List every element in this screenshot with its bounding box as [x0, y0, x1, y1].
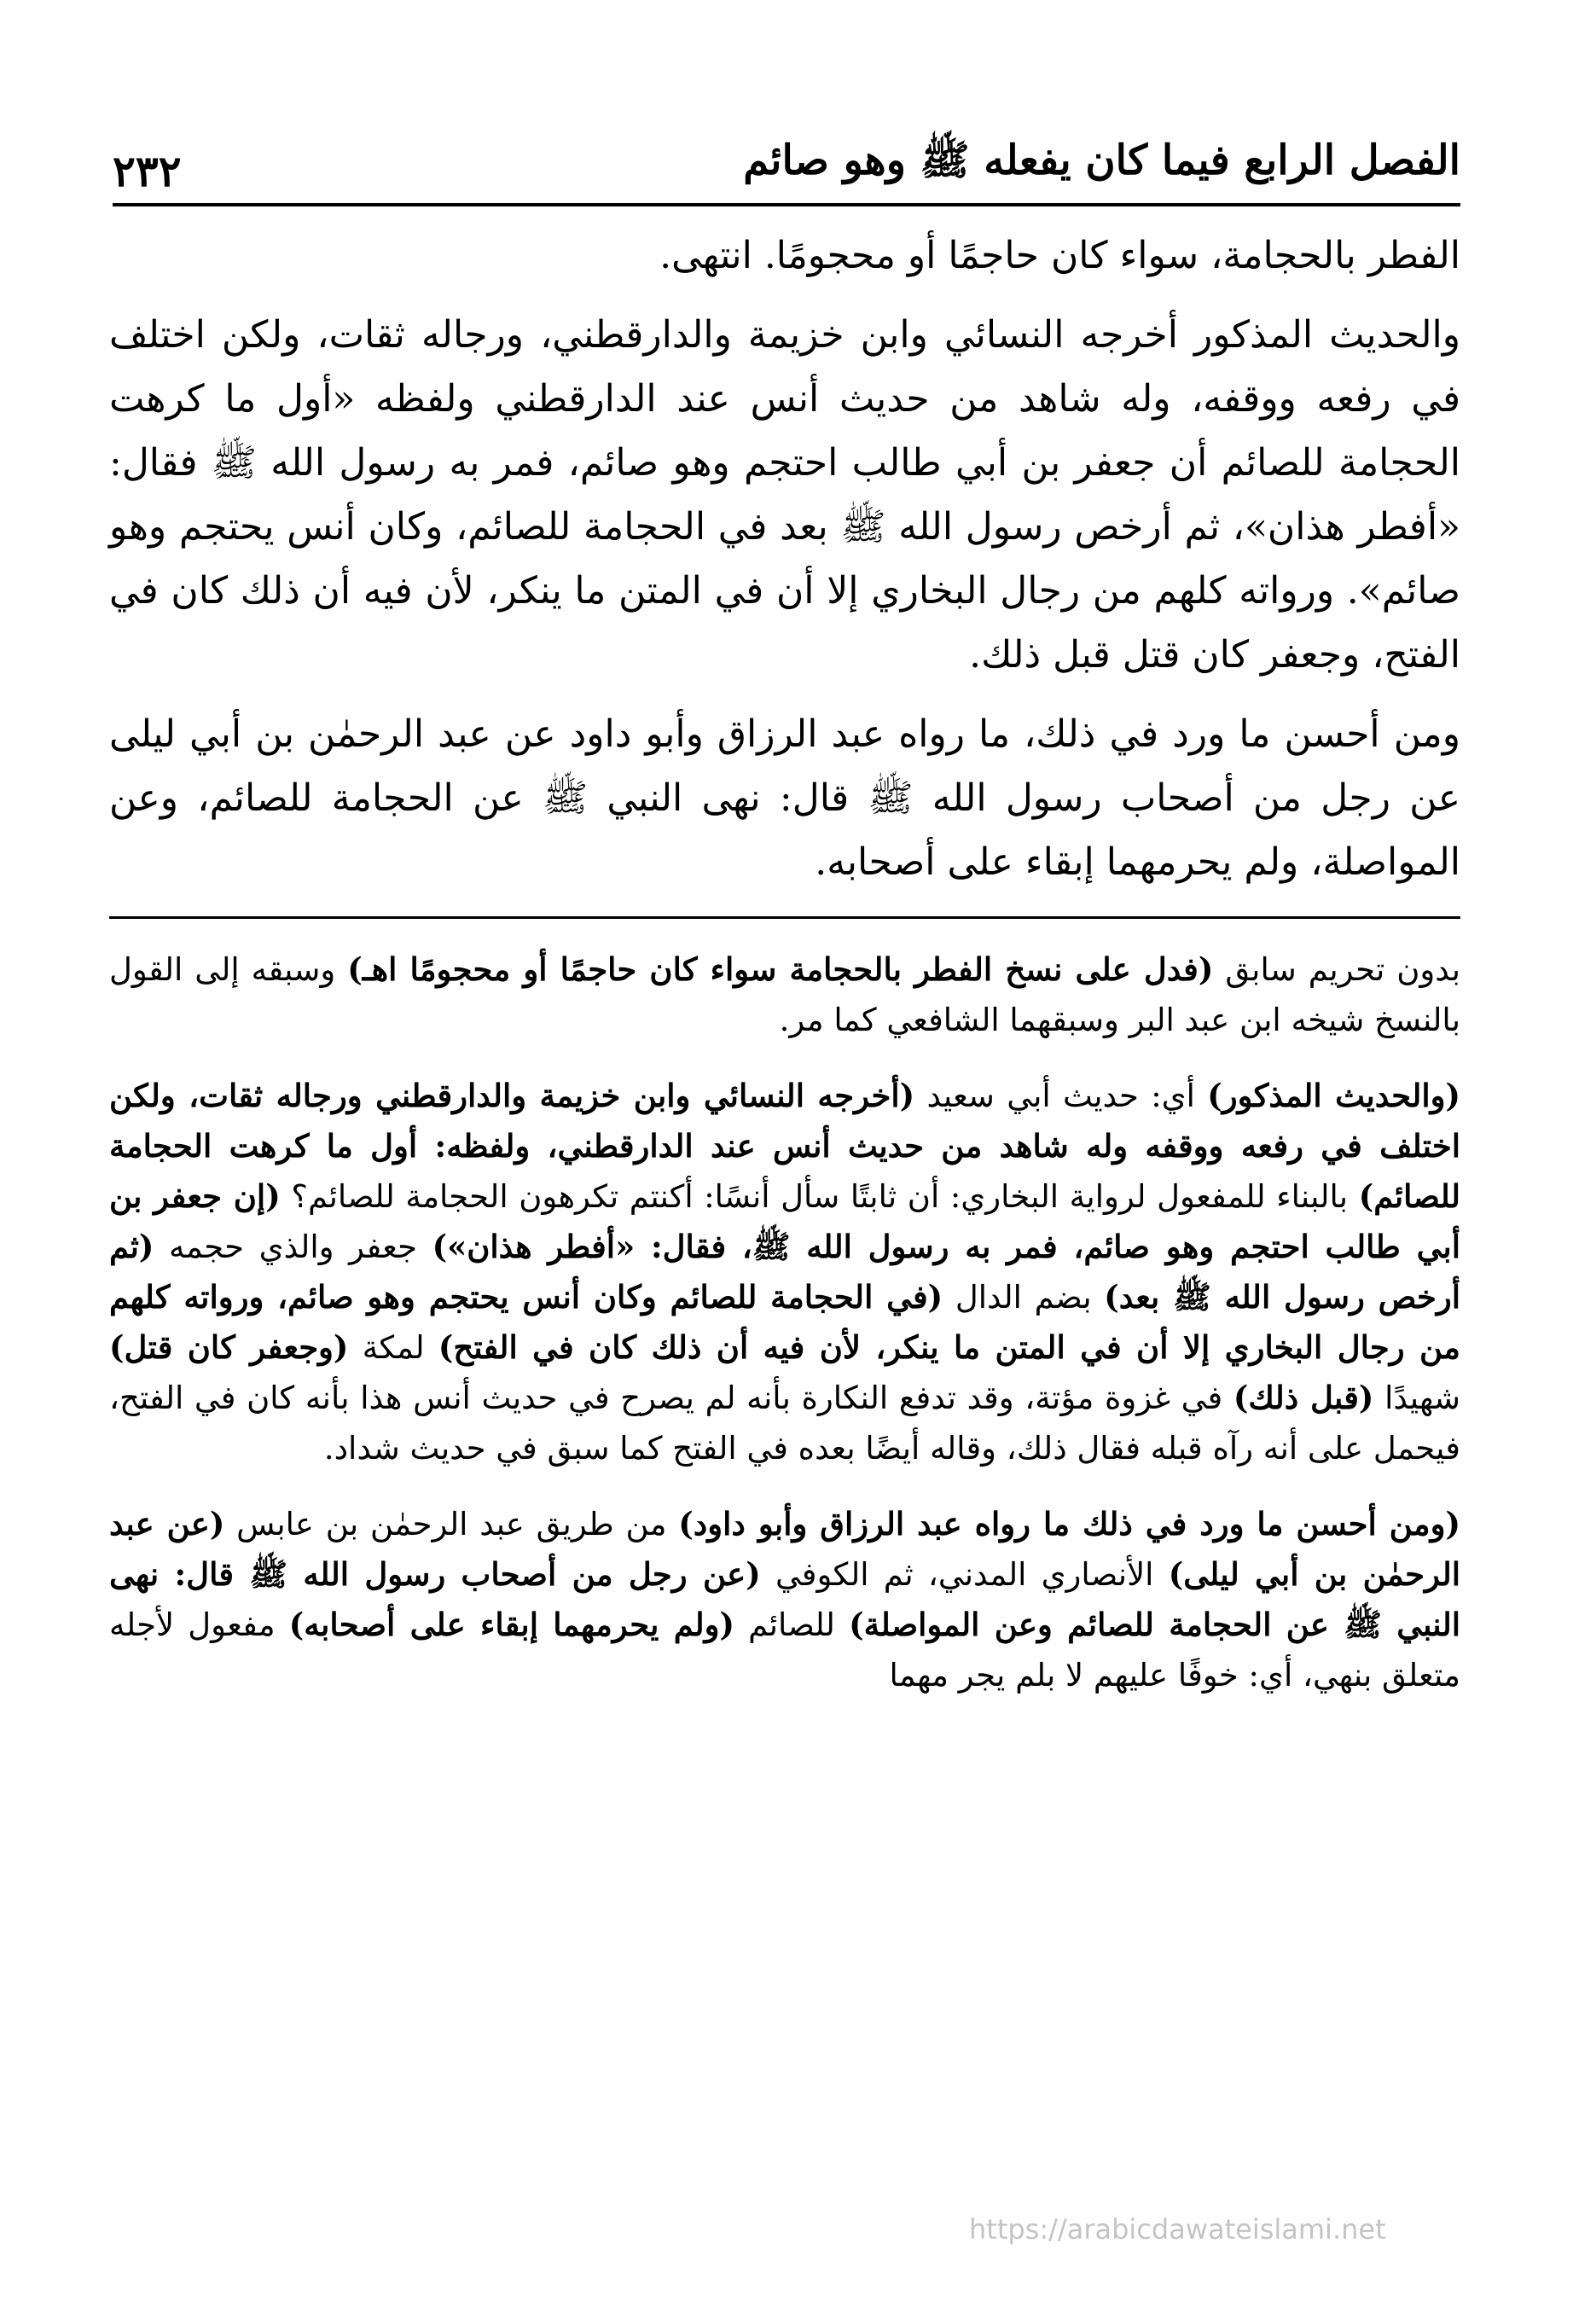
commentary-text-span: أي: حديث أبي سعيد [914, 1078, 1208, 1114]
running-title: الفصل الرابع فيما كان يفعله ﷺ وهو صائم [743, 137, 1460, 184]
commentary-text-span: وسبقه إلى القول بالنسخ شيخه ابن عبد البر وسبقهما الشافعي كما مر. [109, 951, 1460, 1038]
commentary-text-span: الأنصاري المدني، ثم الكوفي [760, 1556, 1169, 1593]
quoted-text: (عن عبد الرحمٰن بن أبي ليلى) [109, 1505, 1460, 1593]
section-divider [109, 916, 1460, 919]
quoted-text: (في الحجامة للصائم وكان أنس يحتجم وهو صائم، ورواته كلهم من رجال البخاري إلا أن في المتن ما ينكر، لأن فيه أن ذلك كان في الفتح) [109, 1278, 1460, 1366]
main-paragraph: ومن أحسن ما ورد في ذلك، ما رواه عبد الرزاق وأبو داود عن عبد الرحمٰن بن أبي ليلى عن رجل من أصحاب رسول الله ﷺ قال: نهى النبي ﷺ عن الحجامة للصائم، وعن المواصلة، ولم يحرمهما إبقاء على أصحابه. [109, 712, 1460, 884]
commentary-text-span: بضم الدال [943, 1279, 1105, 1316]
page-header [113, 111, 1460, 206]
commentary-text-span: للصائم [734, 1606, 850, 1643]
quoted-text: (أخرجه النسائي وابن خزيمة والدارقطني ورجاله ثقات، ولكن اختلف في رفعه ووقفه وله شاهد من حديث أنس عند الدارقطني، ولفظه: أول ما كرهت الحجامة للصائم) [109, 1077, 1460, 1215]
commentary-text-span: في غزوة مؤتة، وقد تدفع النكارة بأنه لم يصرح في حديث أنس هذا بأنه كان في الفتح، فيحمل على أنه رآه قبله فقال ذلك، وقاله أيضًا بعده في الفتح كما سبق في حديث شداد. [109, 1380, 1460, 1467]
commentary-text [109, 944, 1460, 1700]
watermark-url: https://arabicdawateislami.net [969, 2213, 1386, 2246]
quoted-text: (ولم يحرمهما إبقاء على أصحابه) [288, 1606, 734, 1643]
main-text [109, 224, 1460, 894]
quoted-text: (ثم أرخص رسول الله ﷺ بعد) [109, 1228, 1460, 1316]
quoted-text: (والحديث المذكور) [1207, 1077, 1460, 1114]
quoted-text: (قبل ذلك) [1233, 1379, 1374, 1416]
commentary-text-span: بالبناء للمفعول لرواية البخاري: أن ثابتًا سأل أنسًا: أكنتم تكرهون الحجامة للصائم؟ [280, 1178, 1359, 1215]
commentary-paragraph [109, 1499, 1460, 1700]
commentary-paragraph [109, 1071, 1460, 1473]
commentary-text-span: شهيدًا [1373, 1380, 1461, 1416]
page-content [109, 224, 1460, 1726]
commentary-text-span: مفعول لأجله متعلق بنهي، أي: خوفًا عليهم لا بلم يجر مهما [109, 1606, 1460, 1694]
main-paragraph: الفطر بالحجامة، سواء كان حاجمًا أو محجومًا. انتهى. [659, 234, 1460, 277]
quoted-text: (وجعفر كان قتل) [109, 1328, 349, 1366]
quoted-text: (عن رجل من أصحاب رسول الله ﷺ قال: نهى النبي ﷺ عن الحجامة للصائم وعن المواصلة) [109, 1555, 1461, 1643]
commentary-text-span: لمكة [348, 1329, 438, 1366]
commentary-text-span: جعفر والذي حجمه [154, 1229, 432, 1265]
quoted-text: (ومن أحسن ما ورد في ذلك ما رواه عبد الرزاق وأبو داود) [678, 1505, 1461, 1543]
quoted-text: (فدل على نسخ الفطر بالحجامة سواء كان حاجمًا أو محجومًا اهـ) [347, 950, 1214, 988]
main-paragraph: والحديث المذكور أخرجه النسائي وابن خزيمة والدارقطني، ورجاله ثقات، ولكن اختلف في رفعه ووقفه، وله شاهد من حديث أنس عند الدارقطني ولفظه «أول ما كرهت الحجامة للصائم أن جعفر بن أبي طالب احتجم وهو صائم، فمر به رسول الله ﷺ فقال: «أفطر هذان»، ثم أرخص رسول الله ﷺ بعد في الحجامة للصائم، وكان أنس يحتجم وهو صائم». ورواته كلهم من رجال البخاري إلا أن في المتن ما ينكر، لأن فيه أن ذلك كان في الفتح، وجعفر كان قتل قبل ذلك. [109, 313, 1460, 677]
commentary-text-span: بدون تحريم سابق [1213, 951, 1460, 988]
commentary-text-span: من طريق عبد الرحمٰن بن عابس [224, 1506, 679, 1543]
commentary-paragraph [109, 944, 1460, 1045]
page-number: ٢٣٢ [113, 146, 182, 196]
quoted-text: (إن جعفر بن أبي طالب احتجم وهو صائم، فمر به رسول الله ﷺ، فقال: «أفطر هذان») [109, 1177, 1460, 1265]
